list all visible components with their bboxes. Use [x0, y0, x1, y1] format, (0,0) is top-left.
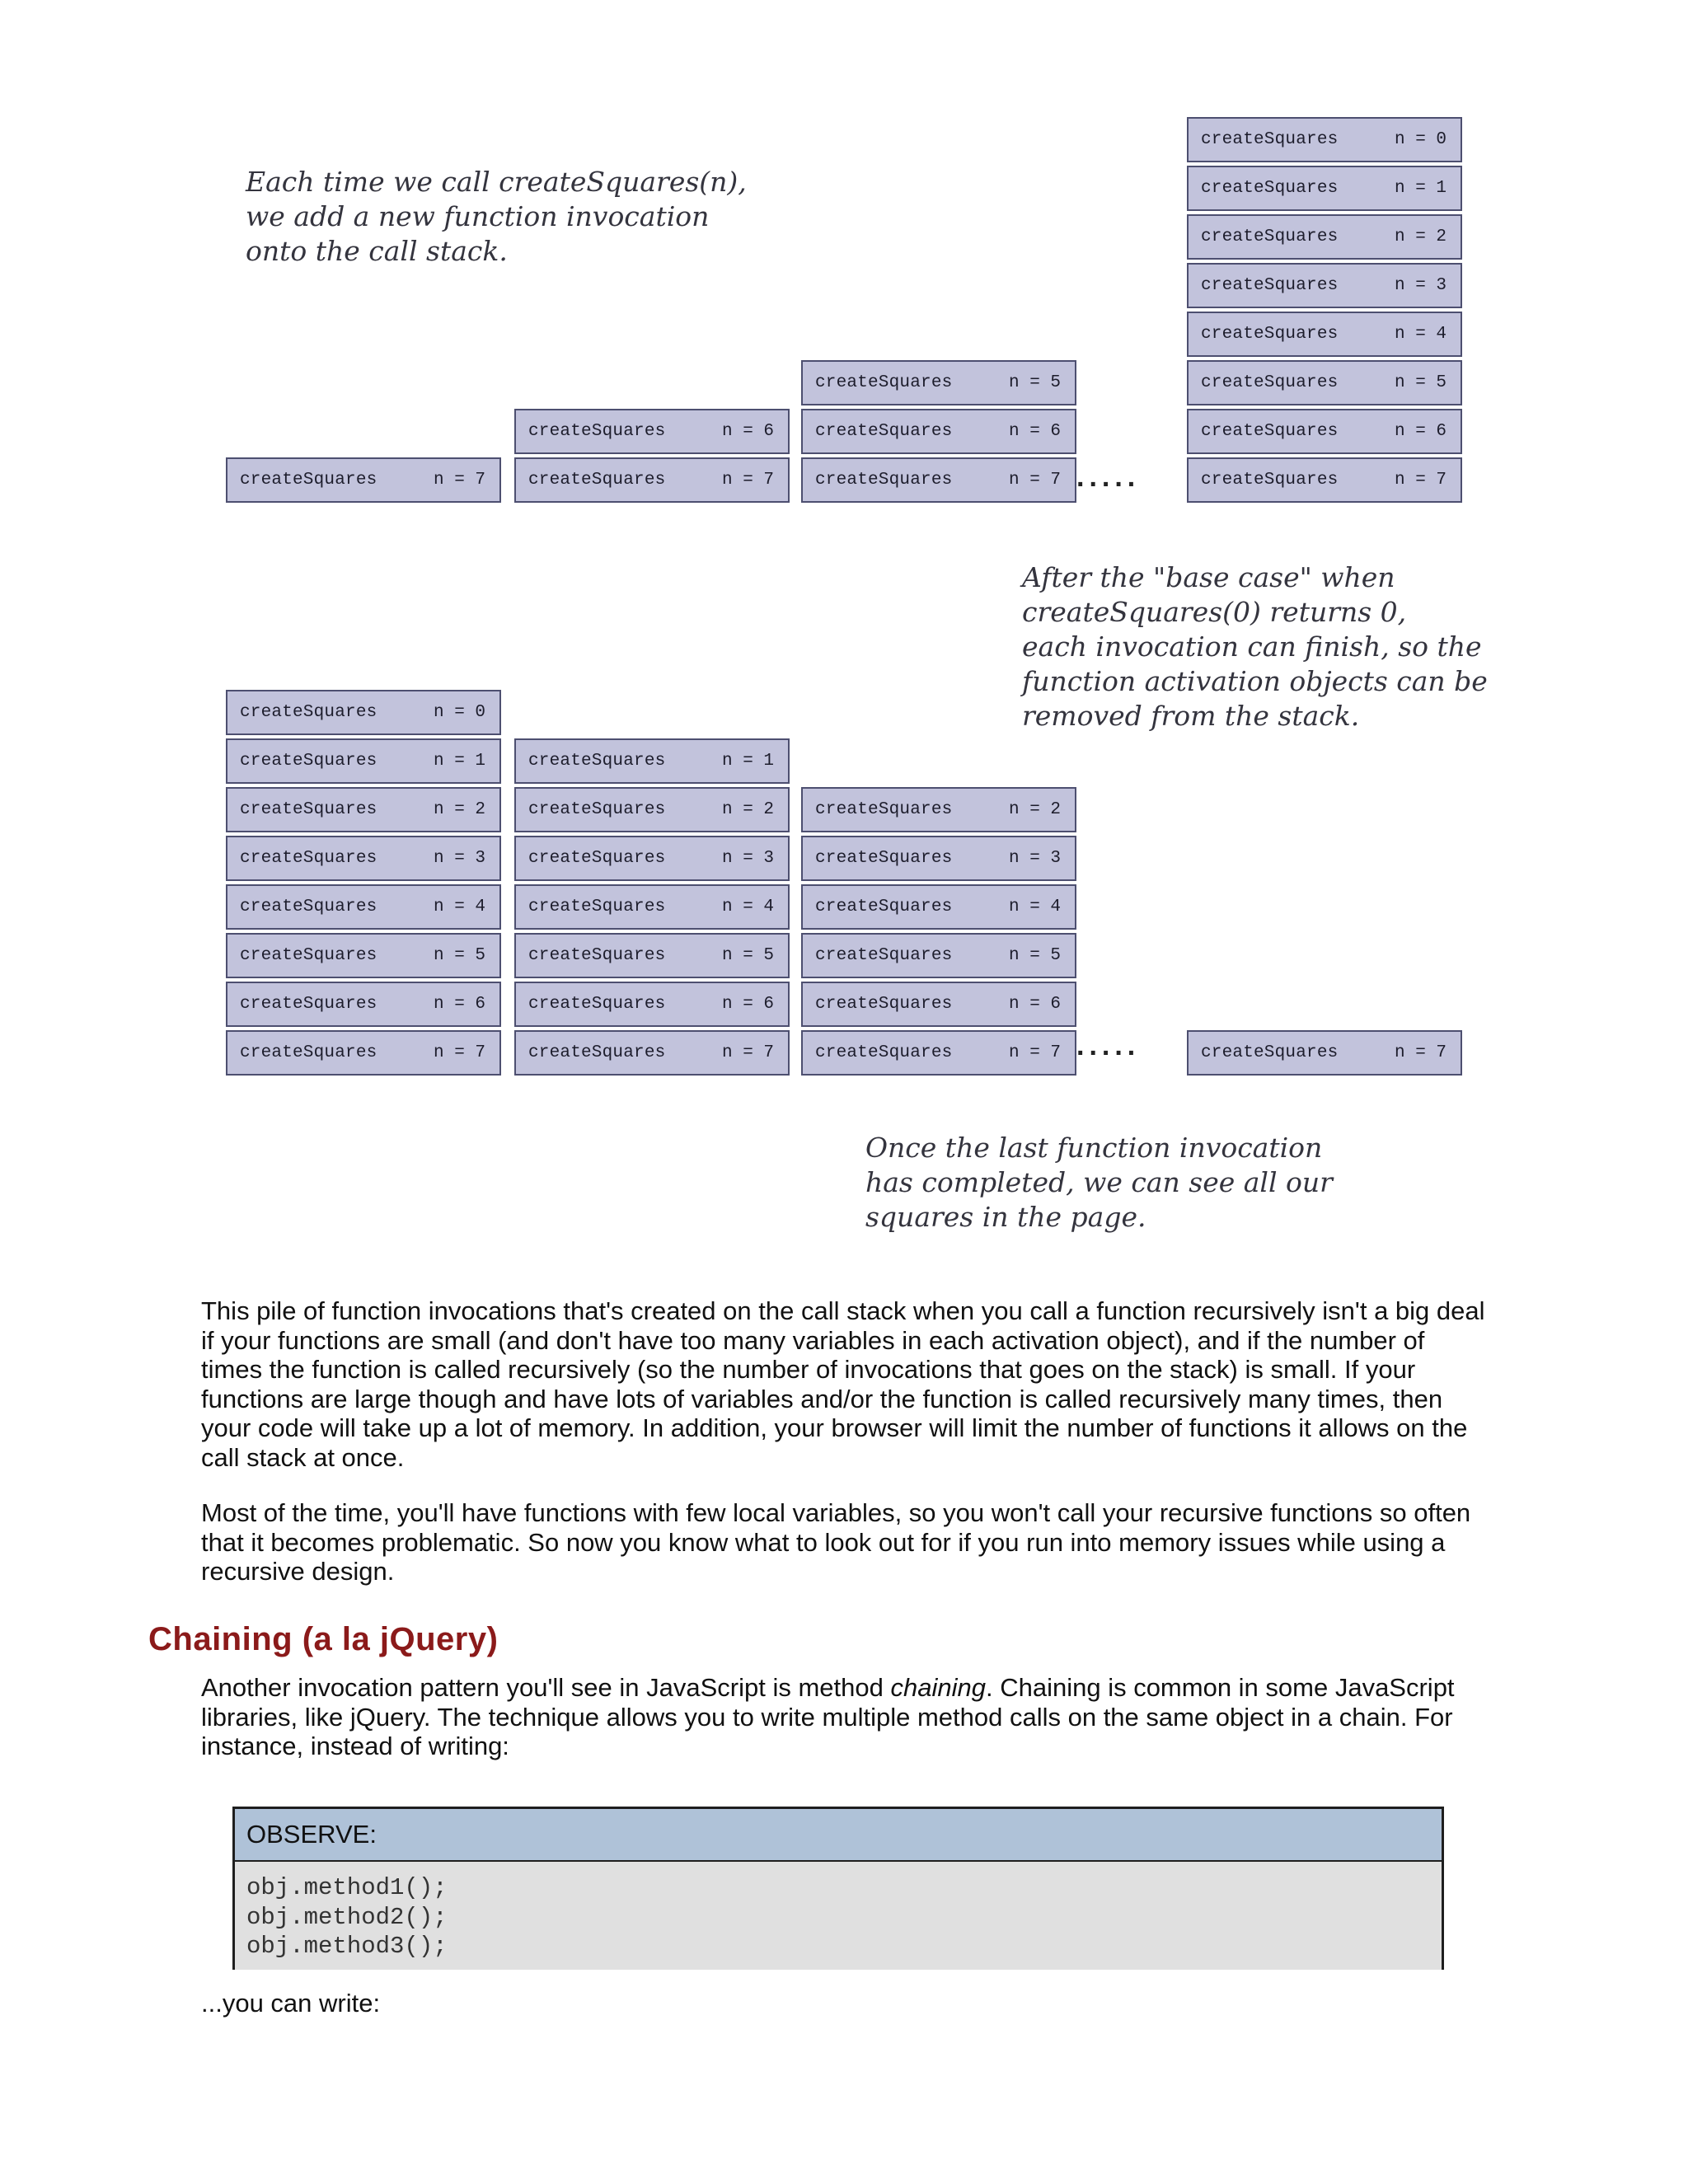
note-done: Once the last function invocation has completed, we can see all our squares in the page.	[865, 1132, 1333, 1233]
stack-frame	[1187, 117, 1462, 162]
frame-function-name: createSquares	[528, 849, 666, 868]
stack-frame	[226, 1030, 501, 1076]
frame-function-name: createSquares	[528, 752, 666, 771]
stack-frame	[801, 884, 1076, 930]
frame-argument: n = 6	[721, 422, 774, 441]
frame-argument: n = 0	[1394, 130, 1447, 149]
call-stack-bottom-3	[801, 787, 1076, 1076]
chaining-emphasis: chaining	[890, 1673, 986, 1702]
frame-function-name: createSquares	[240, 752, 377, 771]
frame-function-name: createSquares	[1201, 276, 1339, 295]
frame-argument: n = 3	[721, 849, 774, 868]
frame-function-name: createSquares	[815, 800, 953, 819]
frame-argument: n = 3	[1008, 849, 1061, 868]
frame-argument: n = 5	[721, 946, 774, 965]
frame-function-name: createSquares	[1201, 471, 1339, 490]
frame-argument: n = 4	[1008, 898, 1061, 916]
code-line: obj.method1();	[246, 1874, 448, 1901]
frame-function-name: createSquares	[528, 898, 666, 916]
stack-frame	[801, 787, 1076, 832]
frame-argument: n = 5	[433, 946, 485, 965]
stack-frame	[226, 836, 501, 881]
call-stack-bottom-4	[1187, 1030, 1462, 1076]
frame-function-name: createSquares	[815, 422, 953, 441]
frame-argument: n = 7	[433, 471, 485, 490]
note-pop: After the "base case" when createSquares(0) returns 0, each invocation can finish, so the function activation objects can be removed from the stack.	[1022, 561, 1488, 732]
frame-function-name: createSquares	[815, 471, 953, 490]
frame-argument: n = 7	[721, 471, 774, 490]
ellipsis-bottom: .....	[1076, 1030, 1141, 1062]
frame-argument: n = 2	[1394, 227, 1447, 246]
note-push: Each time we call createSquares(n), we add a new function invocation onto the call stack.	[246, 166, 747, 267]
stack-frame	[514, 787, 790, 832]
paragraph-few-local-variables: Most of the time, you'll have functions with few local variables, so you won't call your recursive functions so often that it becomes problematic. So now you know what to look out for if you run into memory issues while using a recursive design.	[201, 1498, 1471, 1586]
stack-frame	[514, 409, 790, 454]
ellipsis-top: .....	[1076, 462, 1141, 493]
call-stack-bottom-2	[514, 738, 790, 1076]
frame-function-name: createSquares	[815, 373, 953, 392]
paragraph-call-stack-memory: This pile of function invocations that's created on the call stack when you call a function recursively isn't a big deal if your functions are small (and don't have too many variables in each activation object), and if the number of times the function is called recursively (so the number of invocations that goes on the stack) is small. If your functions are large though and have lots of variables and/or the function is called recursively many times, then your code will take up a lot of memory. In addition, your browser will limit the number of functions it allows on the call stack at once.	[201, 1296, 1485, 1472]
frame-function-name: createSquares	[240, 849, 377, 868]
stack-frame	[1187, 312, 1462, 357]
frame-argument: n = 4	[721, 898, 774, 916]
frame-function-name: createSquares	[240, 898, 377, 916]
frame-argument: n = 7	[1008, 471, 1061, 490]
frame-function-name: createSquares	[240, 1043, 377, 1062]
frame-function-name: createSquares	[815, 995, 953, 1014]
frame-argument: n = 6	[1008, 422, 1061, 441]
frame-argument: n = 2	[1008, 800, 1061, 819]
stack-frame	[1187, 1030, 1462, 1076]
call-stack-top-3	[801, 360, 1076, 503]
stack-frame	[1187, 409, 1462, 454]
stack-frame	[801, 360, 1076, 405]
frame-function-name: createSquares	[1201, 422, 1339, 441]
observe-label: OBSERVE:	[235, 1809, 1442, 1862]
stack-frame	[514, 1030, 790, 1076]
stack-frame	[514, 933, 790, 978]
frame-function-name: createSquares	[240, 471, 377, 490]
stack-frame	[801, 836, 1076, 881]
call-stack-bottom-1	[226, 690, 501, 1076]
frame-argument: n = 3	[1394, 276, 1447, 295]
frame-argument: n = 7	[721, 1043, 774, 1062]
paragraph-you-can-write: ...you can write:	[201, 1989, 381, 2018]
chaining-intro-text-2: . Chaining is common in some JavaScript libraries, like jQuery. The technique allows you to write multiple method calls on the same object in a chain. For instance, instead of writing:	[201, 1673, 1455, 1760]
stack-frame	[801, 409, 1076, 454]
stack-frame	[226, 690, 501, 735]
frame-argument: n = 6	[721, 995, 774, 1014]
frame-argument: n = 1	[721, 752, 774, 771]
stack-frame	[514, 982, 790, 1027]
frame-function-name: createSquares	[1201, 1043, 1339, 1062]
frame-argument: n = 7	[1394, 471, 1447, 490]
frame-function-name: createSquares	[815, 946, 953, 965]
frame-argument: n = 2	[433, 800, 485, 819]
observe-box	[232, 1807, 1444, 1970]
stack-frame	[1187, 457, 1462, 503]
stack-frame	[801, 457, 1076, 503]
stack-frame	[1187, 214, 1462, 260]
frame-function-name: createSquares	[528, 800, 666, 819]
stack-frame	[514, 457, 790, 503]
stack-frame	[801, 982, 1076, 1027]
stack-frame	[514, 738, 790, 784]
frame-function-name: createSquares	[240, 946, 377, 965]
frame-function-name: createSquares	[528, 995, 666, 1014]
frame-argument: n = 1	[1394, 179, 1447, 198]
frame-argument: n = 6	[1008, 995, 1061, 1014]
stack-frame	[514, 836, 790, 881]
frame-argument: n = 1	[433, 752, 485, 771]
frame-function-name: createSquares	[815, 849, 953, 868]
frame-function-name: createSquares	[528, 1043, 666, 1062]
frame-argument: n = 5	[1008, 373, 1061, 392]
frame-argument: n = 0	[433, 703, 485, 722]
stack-frame	[226, 933, 501, 978]
stack-frame	[801, 1030, 1076, 1076]
stack-frame	[226, 738, 501, 784]
call-stack-top-4	[1187, 117, 1462, 503]
frame-argument: n = 5	[1008, 946, 1061, 965]
stack-frame	[1187, 263, 1462, 308]
frame-argument: n = 4	[433, 898, 485, 916]
frame-function-name: createSquares	[528, 422, 666, 441]
frame-argument: n = 7	[433, 1043, 485, 1062]
stack-frame	[1187, 360, 1462, 405]
stack-frame	[514, 884, 790, 930]
frame-function-name: createSquares	[240, 703, 377, 722]
frame-function-name: createSquares	[240, 995, 377, 1014]
frame-argument: n = 7	[1008, 1043, 1061, 1062]
frame-argument: n = 6	[1394, 422, 1447, 441]
stack-frame	[226, 982, 501, 1027]
frame-function-name: createSquares	[1201, 179, 1339, 198]
frame-argument: n = 4	[1394, 325, 1447, 344]
observe-code	[235, 1862, 1442, 1970]
frame-argument: n = 5	[1394, 373, 1447, 392]
frame-function-name: createSquares	[528, 471, 666, 490]
frame-function-name: createSquares	[528, 946, 666, 965]
frame-argument: n = 3	[433, 849, 485, 868]
frame-function-name: createSquares	[1201, 325, 1339, 344]
call-stack-top-1	[226, 457, 501, 503]
stack-frame	[226, 457, 501, 503]
frame-argument: n = 7	[1394, 1043, 1447, 1062]
stack-frame	[226, 787, 501, 832]
stack-frame	[226, 884, 501, 930]
frame-function-name: createSquares	[1201, 227, 1339, 246]
frame-argument: n = 6	[433, 995, 485, 1014]
call-stack-top-2	[514, 409, 790, 503]
frame-function-name: createSquares	[1201, 373, 1339, 392]
frame-function-name: createSquares	[815, 1043, 953, 1062]
frame-function-name: createSquares	[815, 898, 953, 916]
stack-frame	[801, 933, 1076, 978]
frame-function-name: createSquares	[240, 800, 377, 819]
stack-frame	[1187, 166, 1462, 211]
chaining-intro-text-1: Another invocation pattern you'll see in JavaScript is method	[201, 1673, 891, 1702]
code-line: obj.method3();	[246, 1933, 448, 1960]
code-line: obj.method2();	[246, 1903, 448, 1931]
paragraph-chaining-intro	[201, 1673, 1487, 1761]
section-heading: Chaining (a la jQuery)	[148, 1621, 499, 1657]
frame-function-name: createSquares	[1201, 130, 1339, 149]
frame-argument: n = 2	[721, 800, 774, 819]
